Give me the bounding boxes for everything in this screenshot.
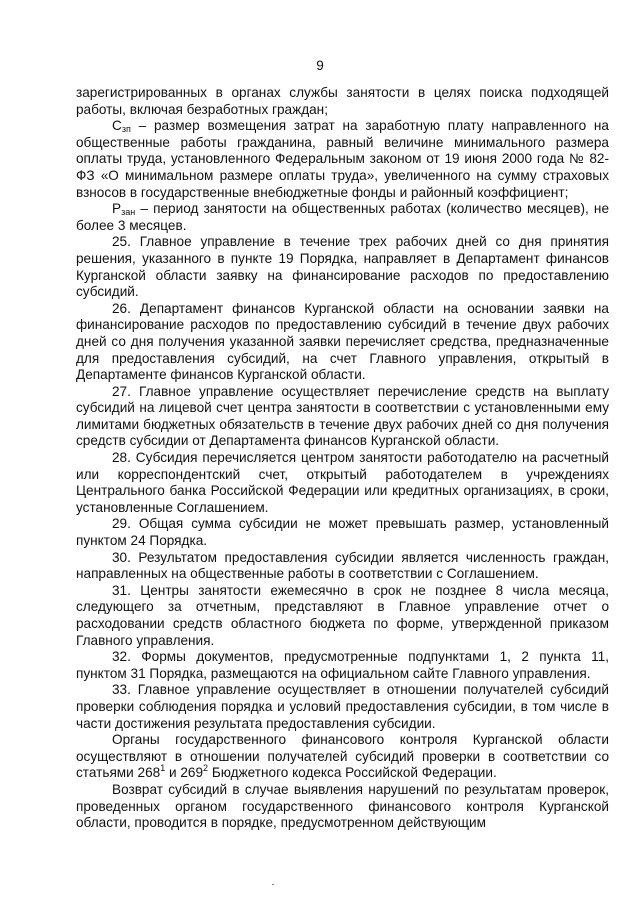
paragraph-25: 25. Главное управление в течение трех рабочих дней со дня принятия решения, указанного в пункте 19 Порядка, направляет в Департамент финансов Курганской области заявку на финансирование расходов по предоставлению субсидий.	[76, 234, 609, 300]
paragraph-32: 32. Формы документов, предусмотренные подпунктами 1, 2 пункта 11, пунктом 31 Порядка, размещаются на официальном сайте Главного управления.	[76, 649, 609, 681]
page-number: 9	[316, 58, 324, 73]
symbol-s-subscript: зп	[121, 124, 131, 135]
financial-control-text-1: Органы государственного финансового контроля Курганской области осуществляют в отношении получателей субсидий проверки в соответствии со статьями 268	[76, 732, 609, 781]
paragraph-33: 33. Главное управление осуществляет в отношении получателей субсидий проверки соблюдения порядка и условий предоставления субсидии, в том числе в части достижения результата предоставления субсидии.	[76, 682, 609, 731]
document-body	[76, 85, 609, 832]
article-268-superscript: 1	[160, 763, 166, 774]
paragraph-refund: Возврат субсидий в случае выявления нарушений по результатам проверок, проведенных органом государственного финансового контроля Курганской области, проводится в порядке, предусмотренном действующим	[76, 781, 609, 831]
scan-speck	[272, 884, 274, 885]
paragraph-definition-pzan	[76, 201, 609, 234]
symbol-p: Р	[112, 201, 122, 217]
symbol-p-subscript: зан	[121, 207, 136, 218]
paragraph-29: 29. Общая сумма субсидии не может превышать размер, установленный пунктом 24 Порядка.	[76, 516, 609, 549]
definition-szp-text: – размер возмещения затрат на заработную плату направленного на общественные работы гражданина, равный величине минимального размера оплаты труда, установленного Федеральным законом от 19 июня 2000 года № 82-ФЗ «О минимальном размере оплаты труда», увеличенного на сумму страховых взносов в государственные внебюджетные фонды и районный коэффициент;	[76, 118, 609, 200]
article-269-superscript: 2	[203, 763, 209, 774]
paragraph-financial-control	[76, 732, 609, 782]
paragraph-continuation: зарегистрированных в органах службы занятости в целях поиска подходящей работы, включая безработных граждан;	[76, 85, 609, 117]
definition-pzan-text: – период занятости на общественных работах (количество месяцев), не более 3 месяцев.	[76, 201, 609, 233]
paragraph-26: 26. Департамент финансов Курганской области на основании заявки на финансирование расходов по предоставлению субсидий в течение двух рабочих дней со дня получения указанной заявки перечисляет средства, предназначенные для предоставления субсидий, на счет Главного управления, открытый в Департаменте финансов Курганской области.	[76, 300, 609, 383]
paragraph-31: 31. Центры занятости ежемесячно в срок не позднее 8 числа месяца, следующего за отчетным, представляют в Главное управление отчет о расходовании средств областного бюджета по форме, утвержденной приказом Главного управления.	[76, 582, 609, 648]
financial-control-text-2: и 269	[165, 765, 204, 781]
symbol-s: С	[112, 118, 122, 134]
financial-control-text-3: Бюджетного кодекса Российской Федерации.	[208, 765, 497, 781]
paragraph-definition-szp	[76, 118, 609, 201]
paragraph-30: 30. Результатом предоставления субсидии является численность граждан, направленных на общественные работы в соответствии с Соглашением.	[76, 549, 609, 582]
paragraph-27: 27. Главное управление осуществляет перечисление средств на выплату субсидий на лицевой счет центра занятости в соответствии с установленными ему лимитами бюджетных обязательств в течение двух рабочих дней со дня получения средств субсидии от Департамента финансов Курганской области.	[76, 383, 609, 449]
paragraph-28: 28. Субсидия перечисляется центром занятости работодателю на расчетный или корреспондентский счет, открытый работодателем в учреждениях Центрального банка Российской Федерации или кредитных организациях, в сроки, установленные Соглашением.	[76, 450, 609, 515]
